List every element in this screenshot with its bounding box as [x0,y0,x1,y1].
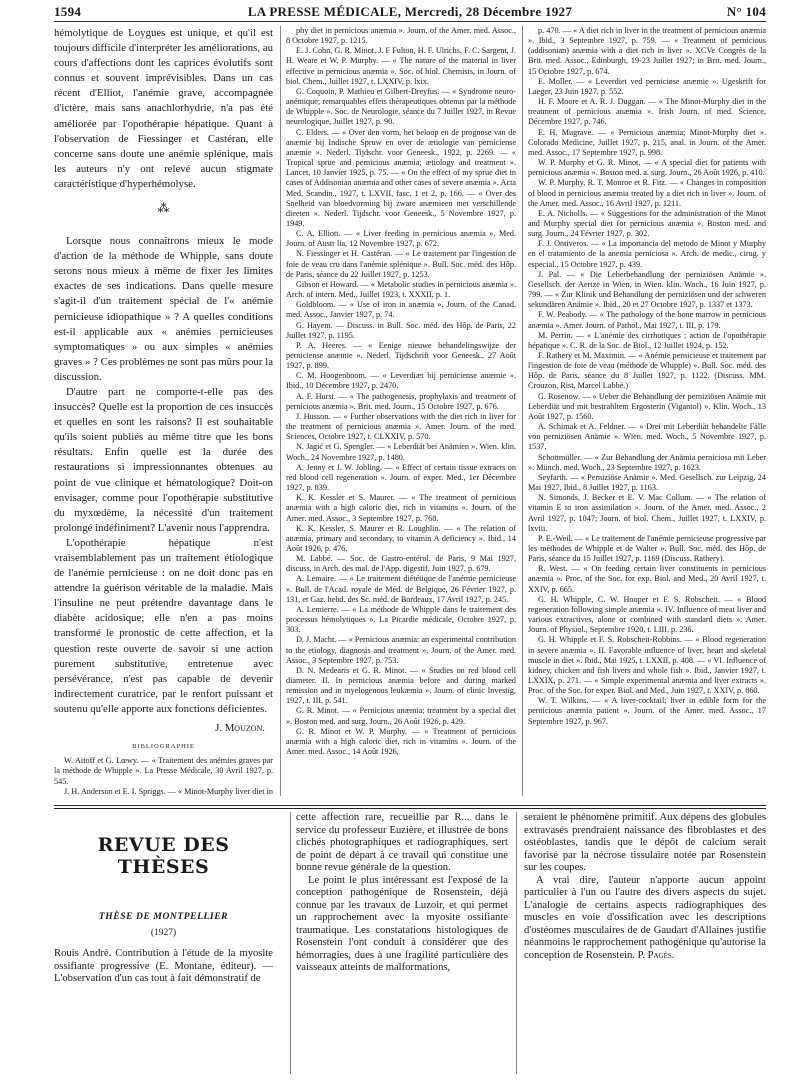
theses-section [54,812,273,1077]
paragraph: cette affection rare, recueillie par R... dans le service du professeur Euzière, et illustrée de bons clichés photographiques et radiographiques, sert de point de départ à ce travail qui constitue une bonne revue générale de la question. [296,812,508,873]
bibliography-entry: J. Husson. — « Further observations with the diet rich in liver for the treatment of pernicious anæmia ». Amer. Journ. of the med. Sciences, Octobre 1927, t. CLXXIV, p. 570. [286,411,516,442]
bibliography-entry: A. Jenny et J. W. Jobling. — « Effect of certain tissue extracts on red blood cell regeneration ». Journ. of exper. Med., 1er Décembre 1927, p. 839. [286,462,516,493]
journal-title: LA PRESSE MÉDICALE, Mercredi, 28 Décembre 1927 [247,4,573,19]
bibliography-entry: G. H. Whipple, C. W. Hooper et F. S. Robscheit. — « Blood regeneration following simple anæmia ». IV. Influence of meat liver and various extractives, alone or combined with standard diets ». Amer. Journ. of Physiol., Septembre 1920, t. LIII, p. 236. [528,594,766,635]
bibliography-entry: H. F. Moore et A. R. J. Duggan. — « The Minot-Murphy diet in the treatment of pernicious anæmia ». Irish Journ. of med. Science, Décembre 1927, p. 746. [528,97,766,127]
bibliography-entry: W. P. Murphy et G. R. Minot. — « A special diet for patients with pernicious anæmia ». Boston med. a. surg. Journ., 26 Août 1926, p. 410. [528,158,766,178]
bibliography-entry: C. Elders. — « Over den vorm, het beloop en de prognose van de anæmie bij Indische Spruw en over de ætiologie van perniciense anæmie ». Nederl. Tijdschr. voor Geneesk., 1922, p. 2269. — « Tropical sprue and pernicious anæmia; ætiology and treatment ». Lancet, 10 Janvier 1925, p. 75. — « On the effect of my sprue diet in cases of Addisonian anæmia and other cases of severe anæmia ». Acta Med. Scandin., 1927, t. LXVII, fasc. 1 et 2, p. 166. — « Over des Snelheid van bloedvorming bij zware anæmieen met verschillende dieeten ». Nederl. Tijdschr. voor Geneesk., 5 Novembre 1927, p. 1949. [286,127,516,228]
header-rule [54,21,766,22]
reference-list [286,26,516,757]
bibliography-entry: E. A. Nicholls. — « Suggestions for the administration of the Minot and Murphy special diet for pernicious anæmia ». Boston med. and surg. Journ., 24 Février 1927, p. 302. [528,208,766,239]
bibliography-entry: E. H. Mugrave. — « Pernicious anæmia; Minot-Murphy diet ». Colorado Medicine, Juillet 1927, p. 215, anal. in Journ. of the Amer. med. Assoc., 17 Septembre 1927, p. 998. [528,127,766,157]
bibliography-entry: p. 470. — « A diet rich in liver in the treatment of pernicious anæmia ». Ibid., 3 Septembre 1927, p. 759. — « Treatment of pernicious (addisonian) anæmia with a diet rich in liver ». XCVe Congrès de la Brit. med. Assoc., Edinburgh, 19-23 Juillet 1927; in Brit. med. Journ., 15 Octobre 1927, p. 674. [528,26,766,76]
bibliography-entry: phy diet in pernicious anæmia ». Journ. of the Amer. med. Assoc., 8 Octobre 1927, p. 1215. [286,26,516,46]
bibliography-entry: E. Moller. — « Leverdiet ved perniciøse anæmie ». Ugeskrift for Laeger, 23 Juin 1927, p. 552. [528,76,766,96]
bibliography-entry: N. Jagić et G. Spengler. — « Leberdiät bei Anämien ». Wien. klin. Woch., 24 Novembre 1927, p. 1480. [286,442,516,462]
section-year: (1927) [150,928,177,938]
bibliography-entry: A. Lemaire. — « Le traitement diététique de l'anémie pernicieuse ». Bull. de l'Acad. royale de Méd. de Belgique, 26 Février 1927, p. 131, et Gaz. hebd. des Sc. méd. de Bordeaux, 17 Avril 1927, p. 245. [286,574,516,604]
thesis-lead: Rouis André. Contribution à l'étude de la myosite ossifiante progressive (E. Montane, éditeur). — L'observation d'un cas tout à fait démonstratif de [54,948,273,985]
page-number: 1594 [54,4,82,19]
bibliography-entry: G. Coquoin, P. Mathieu et Gilbert-Dreyfus. — « Syndrome neuro-anémique; remarquables effets thérapeutiques obtenus par la méthode de Whipple ». Soc. de Neurologie, séance du 7 Juillet 1927, in Revue neurologique, Juillet 1927, p. 90. [286,86,516,127]
thesis-review-col-3 [524,812,766,1074]
section-rule [54,805,766,806]
bibliography-entry: M. Perrin. — « L'anémie des cirrhotiques ; action de l'opothérapie hépatique ». C. R. de la Soc. de Biol., 12 Juillet 1924, p. 152. [528,330,766,350]
paragraph: Le point le plus intéressant est l'exposé de la conception pathogénique de Rosenstein, déjà connue par les travaux de Luzoir, et qui permet un rapprochement avec la myosite ossifiante traumatique. Les constatations histologiques de Rosenstein l'ont conduit à considérer que des hémorragies, dues à une fragilité particulière des vaisseaux atteints de malformations, [296,874,508,973]
bibliography-entry: R. West. — « On feeding certain liver constituents in pernicious anæmia ». Proc. of the Soc. for exp. Biol. and Med., 20 Avril 1927, t. XXIV, p. 665. [528,564,766,594]
bibliography-entry: A. F. Hurst. — « The pathogenesis, prophylaxis and treatment of pernicious anæmia ». Brit. med. Journ., 15 Octobre 1927, p. 676. [286,391,516,411]
column-2 [286,26,516,796]
bibliography-entry: G. H. Whipple et F. S. Robscheit-Robbins. — « Blood regeneration in severe anæmia ». II. Favorable influence of liver, heart and skeletal muscle in diet ». Ibid., Mai 1925, t. LXXII, p. 408. — « VI. Influence of kidney, chicken and fish livers and whole fish ». Ibid., Janvier 1927, t. LXXIX, p. 271. — « Simple experimental anæmia and liver extracts ». Proc. of the Soc. for exper. Biol. and Med., Juin 1927, t. XXIV, p. 860. [528,635,766,696]
bibliography-entry: A. Schimak et A. Feldner. — « Drei mit Leberdiät behandelte Fälle von perniziösen Anämie ». Wien. med. Woch., 5 Novembre 1927, p. 1537. [528,422,766,452]
bibliography-entry: Schottmüller. — « Zur Behandlung der Anämia perniciosa mit Leber ». Münch. med. Woch., 23 Septembre 1927, p. 1623. [528,452,766,472]
bibliography-entry: M. Labbé. — Soc. de Gastro-entérol. de Paris, 9 Mai 1927, discuss. in Arch. des mal. de l'App. digestif, Juin 1927, p. 679. [286,554,516,574]
bibliography-entry: P. A. Heeres. — « Eenige nieuwe behandelingswijze der perniciense anæmie ». Nederl. Tijdschrift voor Geneesk., 27 Août 1927, p. 899. [286,340,516,371]
column-divider [290,812,291,1074]
asterism-ornament: ⁂ [157,201,170,216]
reference-list [54,756,273,796]
running-head [54,4,766,20]
bibliography-entry: F. W. Peabody. — « The pathology of the bone marrow in pernicious anæmia ». Amer. Journ. of Pathol., Mai 1927, t. III, p. 179. [528,310,766,330]
column-1 [54,26,273,796]
bibliography-entry: G. Hayem. — Discuss. in Bull. Soc. méd. des Hôp. de Paris, 22 Juillet 1927, p. 1195. [286,320,516,340]
bibliography-entry: A. Lemierre. — « La méthode de Whipple dans le traitement des processus hémolytiques ». La Picardie médicale, Octobre 1927, p. 303. [286,604,516,635]
bibliography-entry: C. M. Hoogenboom. — « Leverdiæt bij perniciense anæmie ». Ibid., 10 Décembre 1927, p. 2470. [286,371,516,391]
section-rule [54,808,766,809]
bibliography-entry: W. Aitoff et G. Lœwy. — « Traitement des anémies graves par la méthode de Whipple ». La Presse Médicale, 30 Avril 1927, p. 545. [54,756,273,786]
author-signature: J. Mouzon. [215,722,265,735]
paragraph: hémolytique de Loygues est unique, et qu'il est toujours difficile d'interpréter les améliorations, au cours d'affections dont les caprices évolutifs sont connus et souvent imprévisibles. Dans un cas récent d'Elliot, l'anémie grave, accompagnée d'ictère, mais sans anachlorhydrie, n'a pas été améliorée par l'opothérapie hépatique. Quant à l'observation de Fiessinger et Castéran, elle concerne sans doute une anémie splénique, mais les auteurs n'y ont relevé aucun stigmate caractéristique d'hyperhémolyse. [54,27,273,190]
thesis-review-col-2 [296,812,508,1074]
issue-number: N° 104 [726,4,766,19]
bibliography-entry: C. A. Elliott. — « Liver feeding in pernicious anæmia ». Med. Journ. of Austr lia, 12 Novembre 1927, p. 672. [286,229,516,249]
bibliography-entry: F. J. Ontiveros. — « La importancia del metodo de Minot y Murphy en el tratamiento de la anemia perniciosa ». Arch. de medic., cirug. y especial., 15 Octobre 1927, p. 439. [528,239,766,269]
bibliography-entry: J. H. Anderson et E. I. Spriggs. — « Minot-Murphy liver diet in [64,786,273,796]
section-heading: REVUE DES THÈSES [97,834,230,878]
bibliography-entry: Goldbloom. — « Use of iron in anæmia ». Journ. of the Canad. med. Assoc., Janvier 1927, p. 74. [286,300,516,320]
bibliography-entry: P. E.-Weil. — « Le traitement de l'anémie pernicieuse progressive par les méthodes de Whipple et de Walter ». Bull. Soc. méd. des Hôp. de Paris, séance du 15 Juillet 1927, p. 1169 (Discuss. Rathery). [528,533,766,564]
bibliography-entry: Gibson et Howard. — « Metabolic studies in pernicious anæmia ». Arch. of intern. Med., Juillet 1923, t. XXXII, p. 1. [286,279,516,300]
column-divider [522,26,523,796]
bibliography-entry: G. R. Minot. — « Pernicious anæmia; treatment by a special diet ». Boston med. and surg. Journ., 26 Août 1926, p. 429. [286,706,516,726]
bibliography-title: BIBLIOGRAPHIE [132,743,195,751]
reference-list [528,26,766,727]
paragraph: L'opothérapie hépatique n'est vraisemblablement pas un traitement étiologique de l'anémie pernicieuse : on ne doit donc pas en attendre la guérison véritable de la maladie. Mais l'insuline ne peut prétendre davantage dans le diabète acidosique; elle n'en a pas moins transformé le pronostic de cette affection, et la question reste ouverte de savoir si une action purement substitutive, entretenue avec persévérance, n'est pas capable de devenir indirectement curatrice, par le renfort puissant et soutenu qu'elle apporte aux fonctions déficientes. [54,536,273,715]
bibliography-entry: N. Simonds, J. Becker et E. V. Mac Collum. — « The relation of vitamin E to iron assimilation ». Journ. of the Amer. med. Assoc., 2 Avril 1927, p. 1047; Journ. of biol. Chem., Juillet 1927, t. LXXIV, p. lxviii. [528,493,766,533]
bibliography-entry: W. P. Murphy, R. T. Monroe et R. Fitz. — « Changes in composition of blood in pernicious anæmia treated by a diet rich in liver ». Journ. of the Amer. med. Assoc., 16 Avril 1927, p. 1211. [528,178,766,208]
paragraph: D'autre part ne comporte-t-elle pas des insuccès? Quelle est la proportion de ces insuccès et quelles en sont les raisons? Il est souhaitable qu'ils soient publiés au même titre que les bons résultats. Enfin quelle est la durée des restaurations si impressionnantes obtenues au point de vue clinique et hématologique? Doit-on envisager, comme pour l'opothérapie substitutive du myxœdème, la nécessité d'un traitement prolongé indéfiniment? L'avenir nous l'apprendra. [54,385,273,534]
bibliography-entry: W. T. Wilkins. — « A liver-cocktail; liver in edible form for the pernicious anæmia patient ». Journ. of the Amer. med. Assoc., 17 Septembre 1927, p. 967. [528,696,766,726]
bibliography-entry: F. Rathery et M. Maximin. — « Anémie pernicieuse et traitement par l'ingestion de foie de veau (méthode de Whipple) ». Bull. Soc. méd. des Hôp. de Paris, séance du 8 Juillet 1927, p. 1122. (Discuss. MM. Crouzon, Rist, Marcel Labbé.) [528,351,766,391]
section-subheading: THÈSE DE MONTPELLIER [98,912,229,922]
bibliography-entry: E. J. Cohn, G. R. Minot, J. F Fulton, H. F. Ulrichs, F. C. Sargent, J. H. Weare et W. P. Murphy. — « The nature of the material in liver effective in pernicious anæmia ». Soc. of biol. Chemists, in Journ. of biol. Chem., Juillet 1927, t. LXXIV, p. lxix. [286,46,516,86]
bibliography-entry: K. K. Kessler et S. Maurer. — « The treatment of pernicious anæmia with a high caloric diet, rich in vitamins ». Journ. of the Amer. med. Assoc., 3 Septembre 1927, p. 768. [286,493,516,523]
review-signature: P. Pagès. [637,949,675,961]
bibliography-entry: G. Rosenow. — « Ueber die Behandlung der perniziösen Anämie mit Leberdiät und mit bestrahltem Ergosterin (Vigantol) ». Klin. Woch., 13 Août 1927, p. 1560. [528,391,766,421]
column-divider [516,812,517,1074]
bibliography-entry: N. Fiessinger et H. Castéran. — « Le traitement par l'ingestion de foie de veau cru dans l'anémie splénique ». Bull. Soc. méd. des Hôp. de Paris, séance du 22 Juillet 1927, p. 1253. [286,249,516,279]
column-divider [280,26,281,796]
paragraph [524,875,766,963]
bibliography-entry: K. K. Kessler, S. Maurer et R. Loughlin. — « The relation of anæmia, primary and secondary, to vitamin A deficiency ». Ibid., 14 Août 1926, p. 476. [286,523,516,553]
paragraph: Lorsque nous connaîtrons mieux le mode d'action de la méthode de Whipple, sans doute serons nous mieux à même de fixer les limites exactes de ses indications. Dans quelle mesure s'agit-il d'un traitement spécial de l'« anémie pernicieuse idiopathique » ? A quelles conditions est-il applicable aux « anémies pernicieuses symptomatiques » ou aux simples « anémies graves » ? Ces problèmes ne sont pas mûrs pour la discussion. [54,235,273,383]
paragraph-text: A vrai dire, l'auteur n'apporte aucun appoint particulier à l'un ou l'autre des divers aspects du sujet. L'analogie de certains aspects radiographiques des muscles en voie d'ossification avec les descriptions d'ostéomes musculaires de de Gaudart d'Allaines justifie néanmoins le rapprochement pathogénique qu'autorise la conception de Rosenstein. [524,874,766,961]
bibliography-entry: G. R. Minot et W. P. Murphy. — « Treatment of pernicious anæmia with a high caloric diet, rich in vitamins ». Journ. of the Amer. med. Assoc., 14 Août 1926, [286,726,516,757]
bibliography-entry: Seyfarth. — « Perniziöse Anämie ». Med. Gesellsch. zur Leipzig, 24 Mai 1927, Ibid., 8 Juillet 1927, p. 1163. [528,472,766,493]
bibliography-entry: D. N. Medearis et G. R. Minot. — « Studies on red blood cell diameter. II. In pernicious anæmia before and during marked remission and in myelogenous leukæmia ». Journ. of clinic Investig, 1927, t. III, p. 541. [286,665,516,706]
bibliography-entry: J. Pal. — « Die Leberbehandlung der perniziösen Anämie ». Gesellsch. der Aertze in Wien, in Wien. klin. Woch., 16 Juin 1927, p. 799. — « Zur Klinik und Behandlung der perniziösen und der schweren sekundären Anämie ». Ibid., 20 et 27 Octobre 1927, p. 1337 et 1373. [528,269,766,310]
bibliography-entry: D. J. Macht. — « Pernicious anæmia: an experimental contribution to the etiology, diagnosis and treatment ». Journ. of the Amer. med. Assoc., 3 Septembre 1927, p. 753. [286,635,516,665]
column-3 [528,26,766,796]
paragraph: seraient le phénomène primitif. Aux dépens des globules extravasés prendraient naissance des fibroblastes et des ostéoblastes, tandis que le dépôt de calcium serait favorisé par la nécrose tissulaire notée par Rosenstein sur les coupes. [524,812,766,873]
